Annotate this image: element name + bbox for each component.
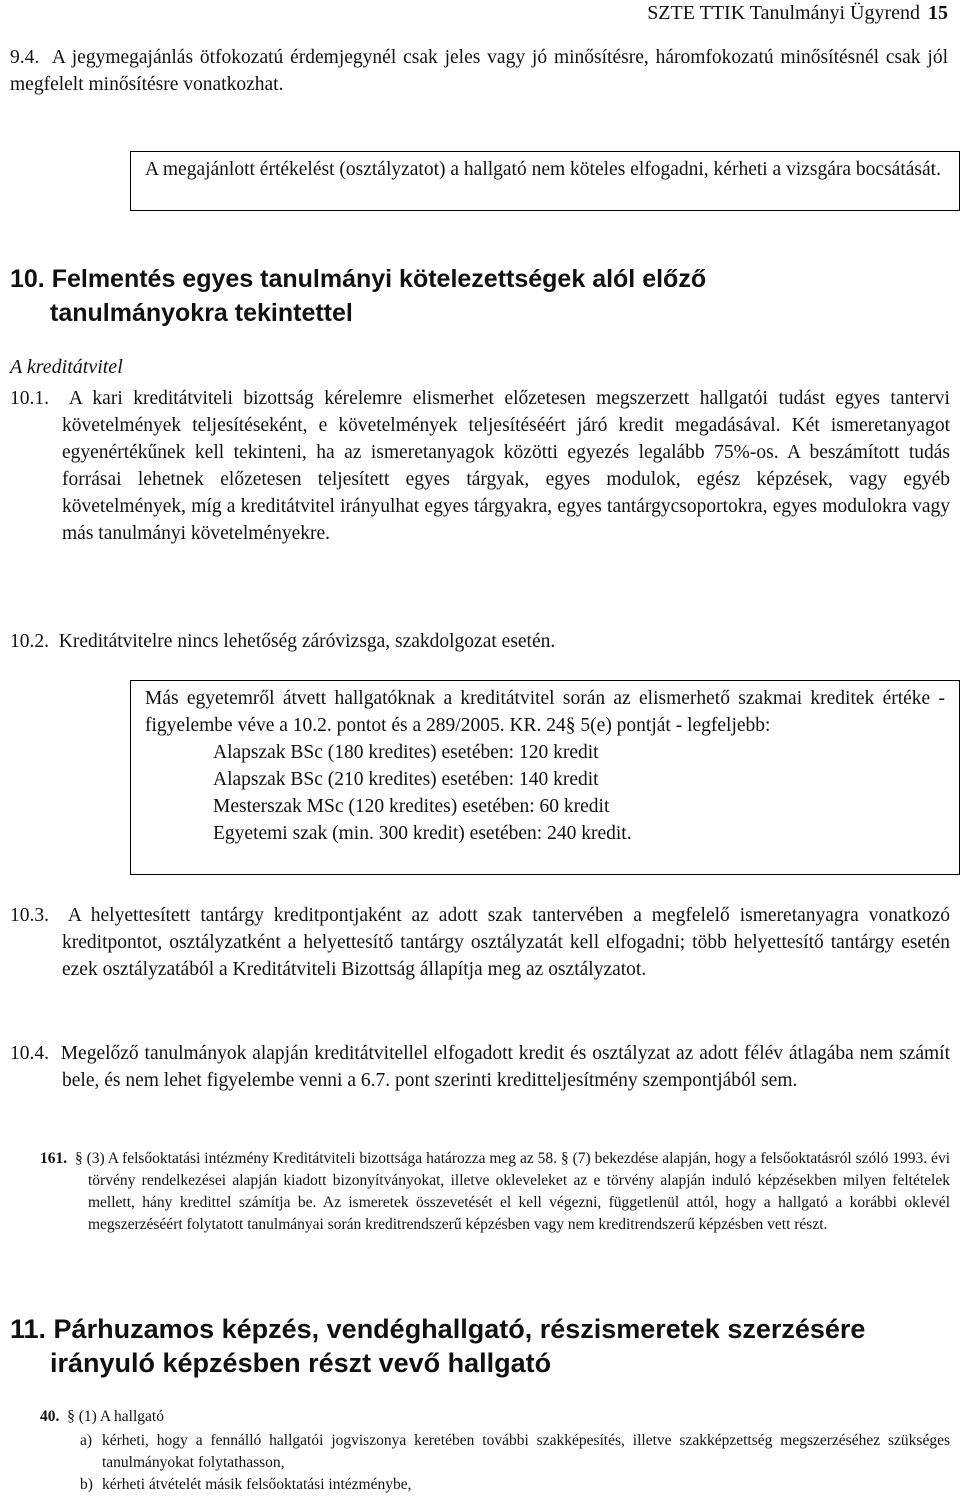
paragraph-number: 10.2.: [10, 631, 49, 652]
paragraph-number: 9.4.: [10, 47, 40, 68]
footnote-161: [40, 1148, 950, 1236]
paragraph-number: 10.3.: [10, 905, 49, 926]
list-item-text: kérheti, hogy a fennálló hallgatói jogviszonya keretében további szakképesítés, illetve szakképzettség megszerzéséhez szükséges tanulmányokat folytathasson,: [102, 1432, 950, 1471]
note-box-text: A megajánlott értékelést (osztályzatot) a hallgató nem köteles elfogadni, kérheti a vizsgára bocsátását.: [145, 159, 941, 180]
section-heading-line: 11. Párhuzamos képzés, vendéghallgató, részismeretek szerzésére: [10, 1314, 866, 1344]
section-heading-10: [10, 262, 940, 330]
footnote-40: [40, 1406, 950, 1496]
credits-list-item: Egyetemi szak (min. 300 kredit) esetében: 240 kredit.: [213, 823, 632, 844]
footnote-items: [40, 1430, 950, 1496]
paragraph-text: Megelőző tanulmányok alapján kreditátvitellel elfogadott kredit és osztályzat az adott félév átlagába nem számít bele, és nem lehet figyelembe venni a 6.7. pont szerinti kreditteljesítmény szempontjából sem.: [60, 1043, 950, 1091]
running-head: [647, 2, 948, 25]
paragraph-text: A kari kreditátviteli bizottság kérelemre elismerhet előzetesen megszerzett hallgatói tudást egyes tantervi követelmények teljesítéseként, e követelmények teljesítéséért járó kredit megadásával. Két ismeretanyagot egyenértékűnek kell tekinteni, ha az ismeretanyagok közötti egyezés legalább 75%-os. A beszámított tudás forrásai lehetnek előzetesen teljesített egyes tárgyak, egyes modulok, egész képzések, vagy egyéb követelmények, míg a kreditátvitel irányulhat egyes tárgyakra, egyes tantárgycsoportokra, egyes modulokra vagy más tanulmányi követelményekre.: [62, 388, 950, 544]
paragraph-text: Kreditátvitelre nincs lehetőség záróvizsga, szakdolgozat esetén.: [58, 631, 556, 652]
list-item-label: b): [80, 1476, 93, 1493]
section-heading-11: [10, 1312, 950, 1380]
footnote-number: 40.: [40, 1408, 60, 1425]
paragraph-number: 10.4.: [10, 1043, 49, 1064]
footnote-lead: § (1) A hallgató: [67, 1408, 164, 1425]
paragraph-10-4: [10, 1040, 950, 1094]
credits-list-item: Alapszak BSc (180 kredites) esetében: 120 kredit: [213, 742, 599, 763]
paragraph-9-4: [10, 44, 948, 98]
paragraph-number: 10.1.: [10, 388, 49, 409]
section-heading-line: 10. Felmentés egyes tanulmányi kötelezettségek alól előző: [10, 265, 707, 293]
paragraph-text: A helyettesített tantárgy kreditpontjaként az adott szak tantervében a megfelelő ismeretanyagra vonatkozó kreditpontot, osztályzatként a helyettesítő tantárgy osztályzatát kell elfogadni; több helyettesítő tantárgy esetén ezek osztályzatából a Kreditátviteli Bizottság állapítja meg az osztályzatot.: [62, 905, 950, 980]
credits-list: [145, 739, 945, 847]
paragraph-text: A jegymegajánlás ötfokozatú érdemjegynél csak jeles vagy jó minősítésre, háromfokozatú minősítésnél csak jól megfelelt minősítésre vonatkozhat.: [10, 47, 948, 95]
credits-box: [130, 680, 960, 875]
credits-list-item: Mesterszak MSc (120 kredites) esetében: 60 kredit: [213, 796, 610, 817]
list-item-label: a): [80, 1432, 93, 1449]
section-heading-line: tanulmányokra tekintettel: [50, 299, 353, 327]
list-item: [80, 1474, 950, 1496]
footnote-text: § (3) A felsőoktatási intézmény Kreditátviteli bizottsága határozza meg az 58. § (7) bekezdése alapján, hogy a felsőoktatásról szóló 1993. évi törvény rendelkezései alapján kiadott bizonyítványokat, illetve okleveleket az e törvény alapján induló képzésekben milyen feltételek mellett, hány kredittel számítja be. Az ismeretek összevetését el kell végezni, függetlenül attól, hogy a hallgató a korábbi oklevél megszerzéséért folytatott tanulmányai során kreditrendszerű képzésben vagy nem kreditrendszerű képzésben vett részt.: [74, 1150, 950, 1233]
running-title: SZTE TTIK Tanulmányi Ügyrend: [647, 2, 920, 24]
note-box: [130, 151, 960, 211]
section-heading-line: irányuló képzésben részt vevő hallgató: [50, 1348, 552, 1378]
page-number: 15: [928, 2, 948, 24]
paragraph-10-2: [10, 628, 950, 655]
credits-box-intro: Más egyetemről átvett hallgatóknak a kreditátvitel során az elismerhető szakmai kreditek értéke - figyelembe véve a 10.2. pontot és a 289/2005. KR. 24§ 5(e) pontját - legfeljebb:: [145, 688, 945, 736]
subheading: A kreditátvitel: [10, 356, 123, 378]
paragraph-10-1: [10, 385, 950, 547]
list-item-text: kérheti átvételét másik felsőoktatási intézménybe,: [102, 1476, 412, 1493]
credits-list-item: Alapszak BSc (210 kredites) esetében: 140 kredit: [213, 769, 599, 790]
footnote-number: 161.: [40, 1150, 68, 1167]
list-item: [80, 1430, 950, 1474]
paragraph-10-3: [10, 902, 950, 983]
